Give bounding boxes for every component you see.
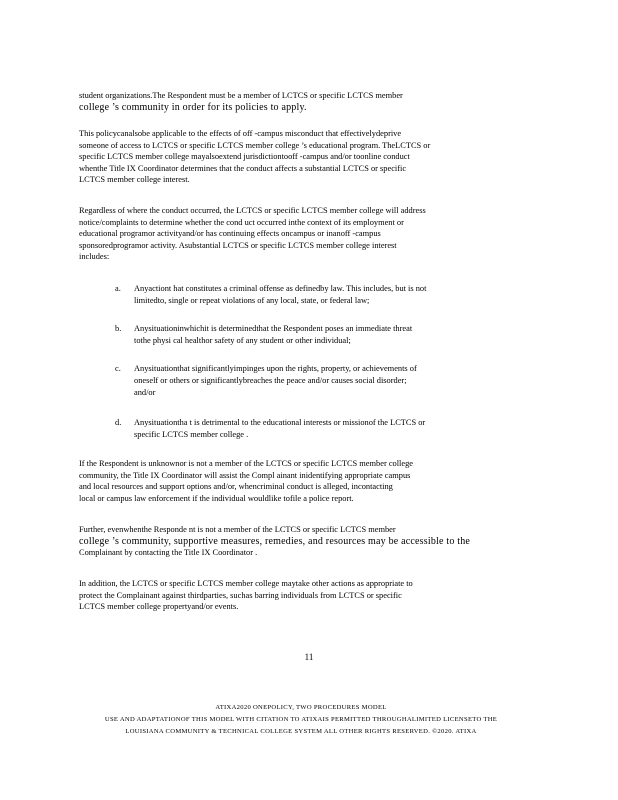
text-line: college ’s community, supportive measures, remedies, and resources may be accessible to the bbox=[79, 535, 471, 547]
text-line: local or campus law enforcement if the individual wouldlike tofile a police report. bbox=[79, 493, 354, 503]
text-line: Anysituationthat significantlyimpinges upon the rights, property, or achievements of bbox=[134, 364, 417, 373]
text-line: Further, evenwhenthe Responde nt is not a member of the LCTCS or specific LCTCS member bbox=[79, 525, 396, 534]
footer bbox=[79, 702, 523, 738]
list-marker: b. bbox=[115, 324, 122, 333]
text-line: tothe physi cal healthor safety of any student or other individual; bbox=[134, 336, 351, 345]
text-line: community, the Title IX Coordinator will assist the Compl ainant inidentifying appropriate campus bbox=[79, 470, 411, 480]
text-line: In addition, the LCTCS or specific LCTCS member college maytake other actions as appropriate to bbox=[79, 579, 413, 588]
text-line: Regardless of where the conduct occurred, the LCTCS or specific LCTCS member college will address bbox=[79, 206, 426, 215]
footer-line-3: LOUISIANA COMMUNITY & TECHNICAL COLLEGE SYSTEM ALL OTHER RIGHTS RESERVED. ©2020. ATIXA bbox=[125, 728, 477, 735]
paragraph-jurisdiction-membership bbox=[79, 90, 523, 113]
text-line: someone of access to LCTCS or specific LCTCS member college ’s educational program. TheLCTCS or bbox=[79, 140, 431, 150]
text-line: oneself or others or significantlybreaches the peace and/or causes social disorder; bbox=[134, 376, 407, 385]
text-line: notice/complaints to determine whether the cond uct occurred inthe context of its employment or bbox=[79, 217, 404, 227]
footer-line-2: USE AND ADAPTATIONOF THIS MODEL WITH CITATION TO ATIXAIS PERMITTED THROUGHALIMITED LICENSETO THE bbox=[104, 716, 498, 723]
page-number: 11 bbox=[304, 652, 314, 662]
text-line: college ’s community in order for its policies to apply. bbox=[79, 101, 307, 113]
paragraph-regardless-of-location bbox=[79, 205, 523, 263]
list-marker: c. bbox=[115, 364, 121, 373]
paragraph-off-campus-conduct bbox=[79, 128, 523, 186]
text-line: Complainant by contacting the Title IX Coordinator . bbox=[79, 548, 258, 557]
text-line: LCTCS member college interest. bbox=[79, 175, 190, 184]
text-line: and local resources and support options and/or, whencriminal conduct is alleged, incontacting bbox=[79, 482, 393, 491]
text-line: limitedto, single or repeat violations of any local, state, or federal law; bbox=[134, 296, 370, 305]
text-line: If the Respondent is unknownor is not a member of the LCTCS or specific LCTCS member college bbox=[79, 459, 414, 468]
list-marker: d. bbox=[115, 418, 122, 427]
text-line: whenthe Title IX Coordinator determines that the conduct affects a substantial LCTCS or specific bbox=[79, 163, 407, 173]
text-line: Anyactiont hat constitutes a criminal offense as definedby law. This includes, but is not bbox=[134, 284, 427, 293]
paragraph-additional-actions bbox=[79, 578, 523, 613]
list-marker: a. bbox=[115, 284, 121, 293]
text-line: educational programor activityand/or has continuing effects oncampus or inanoff -campus bbox=[79, 229, 381, 238]
text-line: LCTCS member college propertyand/or events. bbox=[79, 602, 239, 611]
text-line: Anysituationinwhichit is determinedthat the Respondent poses an immediate threat bbox=[134, 324, 413, 333]
paragraph-unknown-respondent bbox=[79, 458, 523, 504]
text-line: sponsoredprogramor activity. Asubstantial LCTCS or specific LCTCS member college interest bbox=[79, 240, 397, 250]
text-line: specific LCTCS member college mayalsoextend jurisdictiontooff -campus and/or toonline conduct bbox=[79, 152, 410, 161]
text-line: includes: bbox=[79, 252, 110, 261]
text-line: Anysituationtha t is detrimental to the educational interests or missionof the LCTCS or bbox=[134, 418, 426, 427]
text-line: and/or bbox=[134, 388, 156, 397]
text-line: protect the Complainant against thirdparties, suchas barring individuals from LCTCS or specific bbox=[79, 590, 402, 600]
text-line: student organizations.The Respondent must be a member of LCTCS or specific LCTCS member bbox=[79, 91, 403, 100]
paragraph-non-member-respondent bbox=[79, 524, 523, 559]
footer-line-1: ATIXA2020 ONEPOLICY, TWO PROCEDURES MODEL bbox=[215, 704, 387, 711]
text-line: specific LCTCS member college . bbox=[134, 430, 249, 439]
text-line: This policycanalsobe applicable to the effects of off -campus misconduct that effectivelydeprive bbox=[79, 129, 402, 138]
